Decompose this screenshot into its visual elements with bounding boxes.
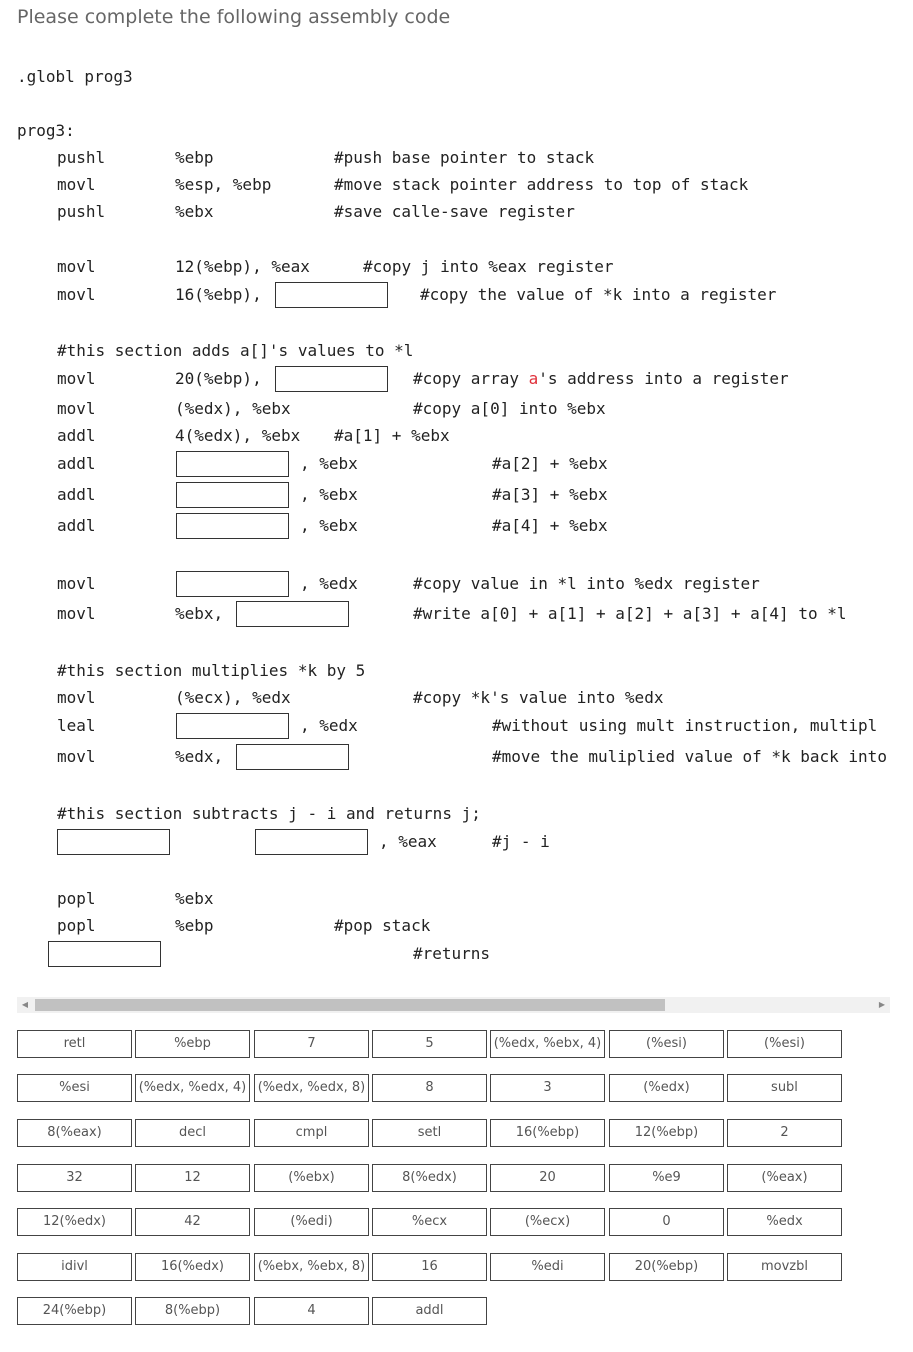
answer-tile[interactable]: %esi bbox=[17, 1074, 132, 1102]
arg: , %edx bbox=[300, 574, 358, 593]
arg: %ebp bbox=[175, 916, 214, 935]
answer-tile[interactable]: %ebp bbox=[135, 1030, 250, 1058]
arg: , %ebx bbox=[300, 485, 358, 504]
drop-blank-1[interactable] bbox=[275, 282, 388, 308]
answer-tile[interactable]: (%edx, %edx, 4) bbox=[135, 1074, 250, 1102]
answer-tile[interactable]: 7 bbox=[254, 1030, 369, 1058]
section-comment: #this section subtracts j - i and returns j; bbox=[57, 804, 481, 823]
answer-tile[interactable]: 20 bbox=[490, 1164, 605, 1192]
op-popl: popl bbox=[57, 889, 96, 908]
comment: #j - i bbox=[492, 832, 550, 851]
answer-tile[interactable]: (%edx, %edx, 8) bbox=[254, 1074, 369, 1102]
arg: (%edx), %ebx bbox=[175, 399, 291, 418]
op-addl: addl bbox=[57, 454, 96, 473]
answer-tile[interactable]: retl bbox=[17, 1030, 132, 1058]
comment: #without using mult instruction, multipl bbox=[492, 716, 878, 735]
drop-blank-9[interactable] bbox=[236, 744, 349, 770]
op-movl: movl bbox=[57, 604, 96, 623]
comment: #copy array a's address into a register bbox=[413, 369, 789, 388]
answer-tile[interactable]: 16 bbox=[372, 1253, 487, 1281]
answer-tile[interactable]: %e9 bbox=[609, 1164, 724, 1192]
comment: #a[3] + %ebx bbox=[492, 485, 608, 504]
op-pushl: pushl bbox=[57, 202, 106, 221]
arg: 16(%ebp), bbox=[175, 285, 262, 304]
answer-tile[interactable]: 5 bbox=[372, 1030, 487, 1058]
answer-tile[interactable]: 16(%ebp) bbox=[490, 1119, 605, 1147]
scrollbar-thumb[interactable] bbox=[35, 999, 665, 1011]
comment: #copy *k's value into %edx bbox=[413, 688, 664, 707]
drop-blank-2[interactable] bbox=[275, 366, 388, 392]
op-addl: addl bbox=[57, 516, 96, 535]
answer-tile[interactable]: idivl bbox=[17, 1253, 132, 1281]
answer-tile[interactable]: 32 bbox=[17, 1164, 132, 1192]
section-comment: #this section multiplies *k by 5 bbox=[57, 661, 366, 680]
answer-tile[interactable]: 2 bbox=[727, 1119, 842, 1147]
drop-blank-4[interactable] bbox=[176, 482, 289, 508]
arg: 4(%edx), %ebx bbox=[175, 426, 301, 445]
comment: #a[1] + %ebx bbox=[334, 426, 450, 445]
answer-tile[interactable]: subl bbox=[727, 1074, 842, 1102]
op-movl: movl bbox=[57, 369, 96, 388]
arg: , %ebx bbox=[300, 454, 358, 473]
answer-tile[interactable]: 42 bbox=[135, 1208, 250, 1236]
op-movl: movl bbox=[57, 399, 96, 418]
op-popl: popl bbox=[57, 916, 96, 935]
answer-tile[interactable]: 8 bbox=[372, 1074, 487, 1102]
answer-tile[interactable]: 24(%ebp) bbox=[17, 1297, 132, 1325]
answer-tile[interactable]: (%esi) bbox=[727, 1030, 842, 1058]
answer-tile[interactable]: (%ebx) bbox=[254, 1164, 369, 1192]
comment: #a[4] + %ebx bbox=[492, 516, 608, 535]
answer-tile[interactable]: (%ecx) bbox=[490, 1208, 605, 1236]
horizontal-scrollbar[interactable] bbox=[17, 997, 890, 1013]
answer-tile[interactable]: %edx bbox=[727, 1208, 842, 1236]
op-movl: movl bbox=[57, 257, 96, 276]
comment: #write a[0] + a[1] + a[2] + a[3] + a[4] to *l bbox=[413, 604, 847, 623]
arg: , %eax bbox=[379, 832, 437, 851]
answer-tile[interactable]: (%edx) bbox=[609, 1074, 724, 1102]
answer-tile[interactable]: 3 bbox=[490, 1074, 605, 1102]
answer-tile[interactable]: cmpl bbox=[254, 1119, 369, 1147]
scroll-right-icon[interactable]: ▶ bbox=[878, 1000, 886, 1009]
page-title: Please complete the following assembly code bbox=[17, 6, 451, 28]
answer-tile[interactable]: %edi bbox=[490, 1253, 605, 1281]
answer-tile[interactable]: decl bbox=[135, 1119, 250, 1147]
globl-directive: .globl prog3 bbox=[17, 67, 133, 86]
drop-blank-7[interactable] bbox=[236, 601, 349, 627]
op-leal: leal bbox=[57, 716, 96, 735]
drop-blank-12[interactable] bbox=[48, 941, 161, 967]
section-comment: #this section adds a[]'s values to *l bbox=[57, 341, 414, 360]
prog-label: prog3: bbox=[17, 121, 75, 140]
arg: %esp, %ebp bbox=[175, 175, 272, 194]
comment: #save calle-save register bbox=[334, 202, 575, 221]
arg-ebp: %ebp bbox=[175, 148, 214, 167]
answer-tile[interactable]: 12 bbox=[135, 1164, 250, 1192]
drop-blank-11[interactable] bbox=[255, 829, 368, 855]
answer-tile[interactable]: setl bbox=[372, 1119, 487, 1147]
op-pushl: pushl bbox=[57, 148, 106, 167]
comment: #copy j into %eax register bbox=[363, 257, 614, 276]
drop-blank-8[interactable] bbox=[176, 713, 289, 739]
comment: #move stack pointer address to top of stack bbox=[334, 175, 749, 194]
comment: #copy value in *l into %edx register bbox=[413, 574, 760, 593]
comment: #copy a[0] into %ebx bbox=[413, 399, 606, 418]
op-movl: movl bbox=[57, 175, 96, 194]
op-movl: movl bbox=[57, 747, 96, 766]
arg: %ebx bbox=[175, 202, 214, 221]
op-addl: addl bbox=[57, 426, 96, 445]
answer-tile[interactable]: %ecx bbox=[372, 1208, 487, 1236]
answer-tile[interactable]: (%edx, %ebx, 4) bbox=[490, 1030, 605, 1058]
arg: 20(%ebp), bbox=[175, 369, 262, 388]
arg: %ebx bbox=[175, 889, 214, 908]
answer-tile[interactable]: addl bbox=[372, 1297, 487, 1325]
arg: , %ebx bbox=[300, 516, 358, 535]
answer-tile[interactable]: movzbl bbox=[727, 1253, 842, 1281]
arg: %ebx, bbox=[175, 604, 224, 623]
comment: #pop stack bbox=[334, 916, 431, 935]
answer-tile[interactable]: 0 bbox=[609, 1208, 724, 1236]
drop-blank-5[interactable] bbox=[176, 513, 289, 539]
comment: #returns bbox=[413, 944, 491, 963]
arg: %edx, bbox=[175, 747, 224, 766]
comment: #copy the value of *k into a register bbox=[420, 285, 777, 304]
answer-tile[interactable]: 8(%edx) bbox=[372, 1164, 487, 1192]
drop-blank-3[interactable] bbox=[176, 451, 289, 477]
answer-tile[interactable]: 16(%edx) bbox=[135, 1253, 250, 1281]
op-movl: movl bbox=[57, 574, 96, 593]
op-addl: addl bbox=[57, 485, 96, 504]
answer-tile[interactable]: (%esi) bbox=[609, 1030, 724, 1058]
drop-blank-10[interactable] bbox=[57, 829, 170, 855]
answer-tile[interactable]: (%edi) bbox=[254, 1208, 369, 1236]
scroll-left-icon[interactable]: ◀ bbox=[21, 1000, 29, 1009]
answer-tile[interactable]: (%eax) bbox=[727, 1164, 842, 1192]
answer-tile[interactable]: 8(%ebp) bbox=[135, 1297, 250, 1325]
answer-tile[interactable]: 12(%edx) bbox=[17, 1208, 132, 1236]
comment: #move the muliplied value of *k back into bbox=[492, 747, 887, 766]
comment: #a[2] + %ebx bbox=[492, 454, 608, 473]
answer-tile[interactable]: (%ebx, %ebx, 8) bbox=[254, 1253, 369, 1281]
answer-tile[interactable]: 12(%ebp) bbox=[609, 1119, 724, 1147]
arg: (%ecx), %edx bbox=[175, 688, 291, 707]
answer-tile[interactable]: 20(%ebp) bbox=[609, 1253, 724, 1281]
op-movl: movl bbox=[57, 285, 96, 304]
answer-tile[interactable]: 8(%eax) bbox=[17, 1119, 132, 1147]
op-movl: movl bbox=[57, 688, 96, 707]
drop-blank-6[interactable] bbox=[176, 571, 289, 597]
arg: , %edx bbox=[300, 716, 358, 735]
comment: #push base pointer to stack bbox=[334, 148, 595, 167]
answer-tile[interactable]: 4 bbox=[254, 1297, 369, 1325]
arg: 12(%ebp), %eax bbox=[175, 257, 310, 276]
